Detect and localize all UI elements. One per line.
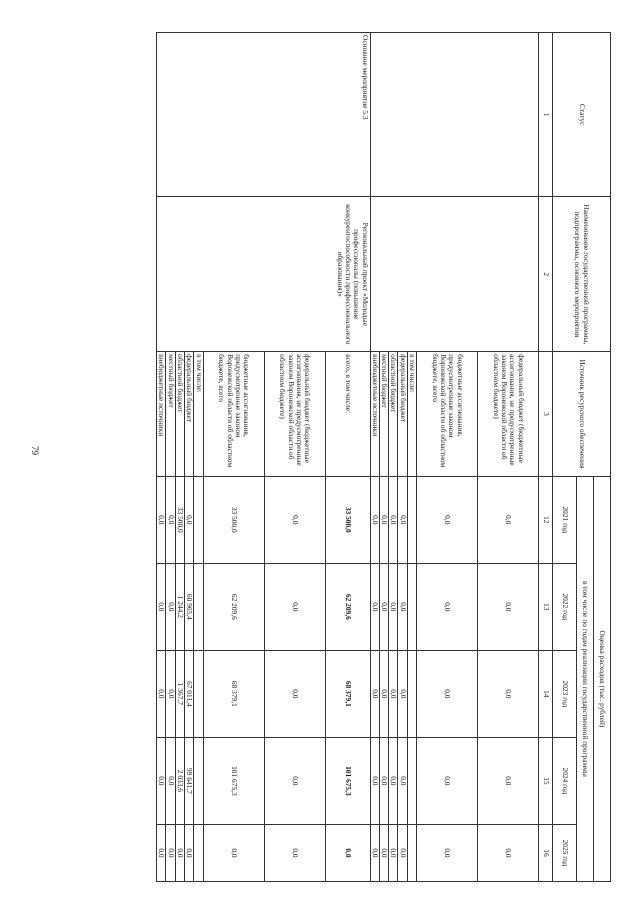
source-cell: областной бюджет xyxy=(389,352,398,477)
value-cell: 0,0 xyxy=(417,824,478,881)
column-number: 16 xyxy=(539,824,553,881)
value-cell: 101 675,3 xyxy=(203,737,264,824)
source-cell: всего, в том числе: xyxy=(325,352,370,477)
budget-table xyxy=(156,32,611,882)
source-cell: местный бюджет xyxy=(379,352,388,477)
column-number: 1 xyxy=(539,33,553,197)
header-year: 2021 год xyxy=(553,476,577,563)
source-cell: в том числе: xyxy=(407,352,416,477)
value-cell: 0,0 xyxy=(379,650,388,737)
value-cell: 99 641,7 xyxy=(185,737,194,824)
source-cell: федеральный бюджет xyxy=(185,352,194,477)
source-cell: в том числе: xyxy=(194,352,203,477)
value-cell: 0,0 xyxy=(398,476,407,563)
page-number: 79 xyxy=(30,446,40,455)
header-estimate: Оценка расходов (тыс. рублей) xyxy=(594,476,611,881)
value-cell: 0,0 xyxy=(264,476,325,563)
value-cell: 0,0 xyxy=(370,824,379,881)
value-cell: 0,0 xyxy=(478,650,539,737)
value-cell: 0,0 xyxy=(398,824,407,881)
value-cell: 1 244,2 xyxy=(175,563,184,650)
name-cell: Региональный проект «Молодые профессионалы (повышение конкурентоспособности профессионального образования)» xyxy=(157,197,370,352)
budget-table-sheet xyxy=(79,32,611,882)
source-cell: федеральный бюджет xyxy=(398,352,407,477)
column-number: 13 xyxy=(539,563,553,650)
column-number-row xyxy=(539,33,553,882)
source-cell: внебюджетные источники xyxy=(370,352,379,477)
value-cell: 0,0 xyxy=(389,476,398,563)
value-cell: 0,0 xyxy=(175,824,184,881)
value-cell: 0,0 xyxy=(157,824,166,881)
value-cell: 0,0 xyxy=(417,737,478,824)
header-name: Наименование государственной программы, подпрограммы, основного мероприятия xyxy=(553,197,611,352)
value-cell: 0,0 xyxy=(379,476,388,563)
value-cell xyxy=(194,737,203,824)
header-by-years: в том числе по годам реализации государственной программы xyxy=(577,476,594,881)
value-cell: 0,0 xyxy=(325,824,370,881)
value-cell xyxy=(194,650,203,737)
value-cell: 0,0 xyxy=(478,824,539,881)
value-cell: 0,0 xyxy=(379,737,388,824)
value-cell: 0,0 xyxy=(417,563,478,650)
value-cell: 33 500,0 xyxy=(175,476,184,563)
value-cell: 0,0 xyxy=(370,650,379,737)
value-cell: 68 379,1 xyxy=(203,650,264,737)
value-cell: 0,0 xyxy=(389,650,398,737)
value-cell: 0,0 xyxy=(166,476,175,563)
value-cell: 0,0 xyxy=(157,476,166,563)
value-cell: 0,0 xyxy=(157,737,166,824)
column-number: 15 xyxy=(539,737,553,824)
value-cell: 0,0 xyxy=(166,824,175,881)
value-cell: 62 209,6 xyxy=(203,563,264,650)
header-status: Статус xyxy=(553,33,611,197)
table-row xyxy=(478,33,539,882)
value-cell: 0,0 xyxy=(478,476,539,563)
value-cell: 101 675,3 xyxy=(325,737,370,824)
value-cell: 0,0 xyxy=(370,476,379,563)
column-number: 2 xyxy=(539,197,553,352)
column-number: 14 xyxy=(539,650,553,737)
value-cell: 62 209,6 xyxy=(325,563,370,650)
value-cell xyxy=(407,476,416,563)
value-cell: 0,0 xyxy=(370,737,379,824)
column-number: 12 xyxy=(539,476,553,563)
value-cell: 2 033,6 xyxy=(175,737,184,824)
value-cell: 0,0 xyxy=(157,650,166,737)
value-cell: 60 965,4 xyxy=(185,563,194,650)
header-year: 2024 год xyxy=(553,737,577,824)
header-year: 2022 год xyxy=(553,563,577,650)
source-cell: областной бюджет xyxy=(175,352,184,477)
value-cell: 0,0 xyxy=(417,650,478,737)
value-cell: 1 367,7 xyxy=(175,650,184,737)
value-cell: 0,0 xyxy=(264,563,325,650)
value-cell: 0,0 xyxy=(478,737,539,824)
value-cell: 0,0 xyxy=(166,650,175,737)
value-cell: 0,0 xyxy=(264,737,325,824)
status-cell: Основное мероприятие 5.3 xyxy=(157,33,370,197)
value-cell xyxy=(407,650,416,737)
column-number: 3 xyxy=(539,352,553,477)
value-cell xyxy=(407,824,416,881)
value-cell: 33 500,0 xyxy=(325,476,370,563)
value-cell: 0,0 xyxy=(389,824,398,881)
value-cell: 0,0 xyxy=(185,476,194,563)
name-cell xyxy=(370,197,538,352)
value-cell: 0,0 xyxy=(185,824,194,881)
value-cell xyxy=(194,563,203,650)
status-cell xyxy=(370,33,538,197)
value-cell: 0,0 xyxy=(417,476,478,563)
source-cell: внебюджетные источники xyxy=(157,352,166,477)
header-year: 2023 год xyxy=(553,650,577,737)
value-cell: 0,0 xyxy=(398,737,407,824)
table-row xyxy=(325,33,370,882)
value-cell: 0,0 xyxy=(379,824,388,881)
header-year: 2025 год xyxy=(553,824,577,881)
value-cell: 0,0 xyxy=(264,650,325,737)
value-cell: 0,0 xyxy=(203,824,264,881)
value-cell: 0,0 xyxy=(389,563,398,650)
value-cell: 33 500,0 xyxy=(203,476,264,563)
value-cell: 0,0 xyxy=(398,563,407,650)
value-cell xyxy=(194,824,203,881)
source-cell: федеральный бюджет (бюджетные ассигнования, не предусмотренные законом Воронежской области об областном бюджете) xyxy=(264,352,325,477)
value-cell: 0,0 xyxy=(398,650,407,737)
value-cell: 0,0 xyxy=(370,563,379,650)
value-cell xyxy=(407,737,416,824)
value-cell: 0,0 xyxy=(478,563,539,650)
value-cell: 0,0 xyxy=(166,737,175,824)
value-cell xyxy=(407,563,416,650)
header-source: Источник ресурсного обеспечения xyxy=(553,352,611,477)
source-cell: местный бюджет xyxy=(166,352,175,477)
value-cell: 0,0 xyxy=(264,824,325,881)
source-cell: федеральный бюджет (бюджетные ассигнования, не предусмотренные законом Воронежской области об областном бюджете) xyxy=(478,352,539,477)
header-row-1 xyxy=(594,33,611,882)
value-cell: 67 011,4 xyxy=(185,650,194,737)
value-cell xyxy=(194,476,203,563)
value-cell: 0,0 xyxy=(379,563,388,650)
source-cell: бюджетные ассигнования, предусмотренные законом Воронежской области об областном бюджете, всего xyxy=(203,352,264,477)
source-cell: бюджетные ассигнования, предусмотренные законом Воронежской области об областном бюджете, всего xyxy=(417,352,478,477)
value-cell: 0,0 xyxy=(157,563,166,650)
value-cell: 0,0 xyxy=(166,563,175,650)
value-cell: 0,0 xyxy=(389,737,398,824)
value-cell: 68 379,1 xyxy=(325,650,370,737)
